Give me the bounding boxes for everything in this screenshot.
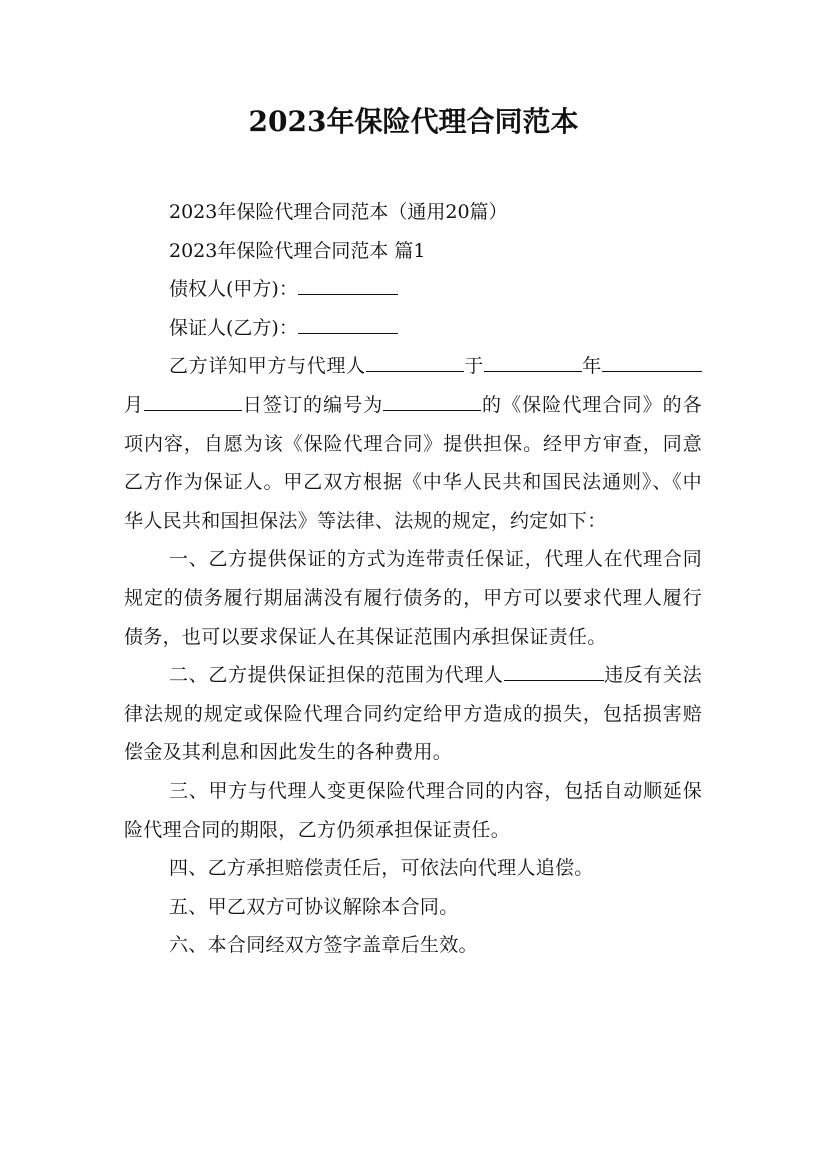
clause-3: 三、甲方与代理人变更保险代理合同的内容，包括自动顺延保险代理合同的期限，乙方仍须承担保证责任。 — [124, 779, 702, 841]
guarantor-blank — [298, 311, 398, 334]
contract-number-blank — [383, 388, 481, 411]
document-body — [124, 193, 702, 965]
clause-1: 一、乙方提供保证的方式为连带责任保证，代理人在代理合同规定的债务履行期届满没有履行债务的，甲方可以要求代理人履行债务，也可以要求保证人在其保证范围内承担保证责任。 — [124, 548, 702, 648]
guarantor-label: 保证人(乙方)： — [169, 316, 298, 339]
preamble-paragraph — [124, 347, 702, 540]
guarantor-line — [124, 309, 702, 348]
collection-title: 2023年保险代理合同范本（通用20篇） — [169, 201, 508, 223]
creditor-blank — [298, 272, 398, 295]
preamble-text-5: 日签订的编号为 — [242, 393, 384, 416]
clause-2-agent-blank — [504, 658, 604, 681]
preamble-text-3: 年 — [581, 355, 602, 378]
clause-5: 五、甲乙双方可协议解除本合同。 — [169, 895, 459, 918]
clause-4: 四、乙方承担赔偿责任后，可依法向代理人追偿。 — [169, 857, 594, 880]
preamble-text-1: 乙方详知甲方与代理人 — [169, 355, 366, 378]
document-title: 2023年保险代理合同范本 — [248, 105, 579, 138]
preamble-text-2: 于 — [463, 355, 484, 378]
preamble-text-6: 的《保险代理合同》的各项内容，自愿为该《保险代理合同》提供担保。经甲方审查，同意乙方作为保证人。甲乙双方根据《中华人民共和国民法通则》、《中华人民共和国担保法》等法律、法规的规定，约定如下： — [124, 393, 702, 532]
creditor-line — [124, 270, 702, 309]
month-blank — [602, 349, 702, 372]
year-blank — [484, 349, 582, 372]
agent-name-blank — [366, 349, 464, 372]
clause-2 — [124, 656, 702, 772]
clause-2-text-2: 违反有关法律法规的规定或保险代理合同约定给甲方造成的损失，包括损害赔偿金及其利息和因此发生的各种费用。 — [124, 664, 702, 764]
chapter-title: 2023年保险代理合同范本 篇1 — [169, 239, 426, 262]
preamble-text-4: 月 — [124, 393, 145, 416]
clause-2-text-1: 二、乙方提供保证担保的范围为代理人 — [169, 664, 504, 687]
clause-6: 六、本合同经双方签字盖章后生效。 — [169, 934, 478, 957]
creditor-label: 债权人(甲方)： — [169, 278, 298, 301]
day-blank — [144, 388, 242, 411]
